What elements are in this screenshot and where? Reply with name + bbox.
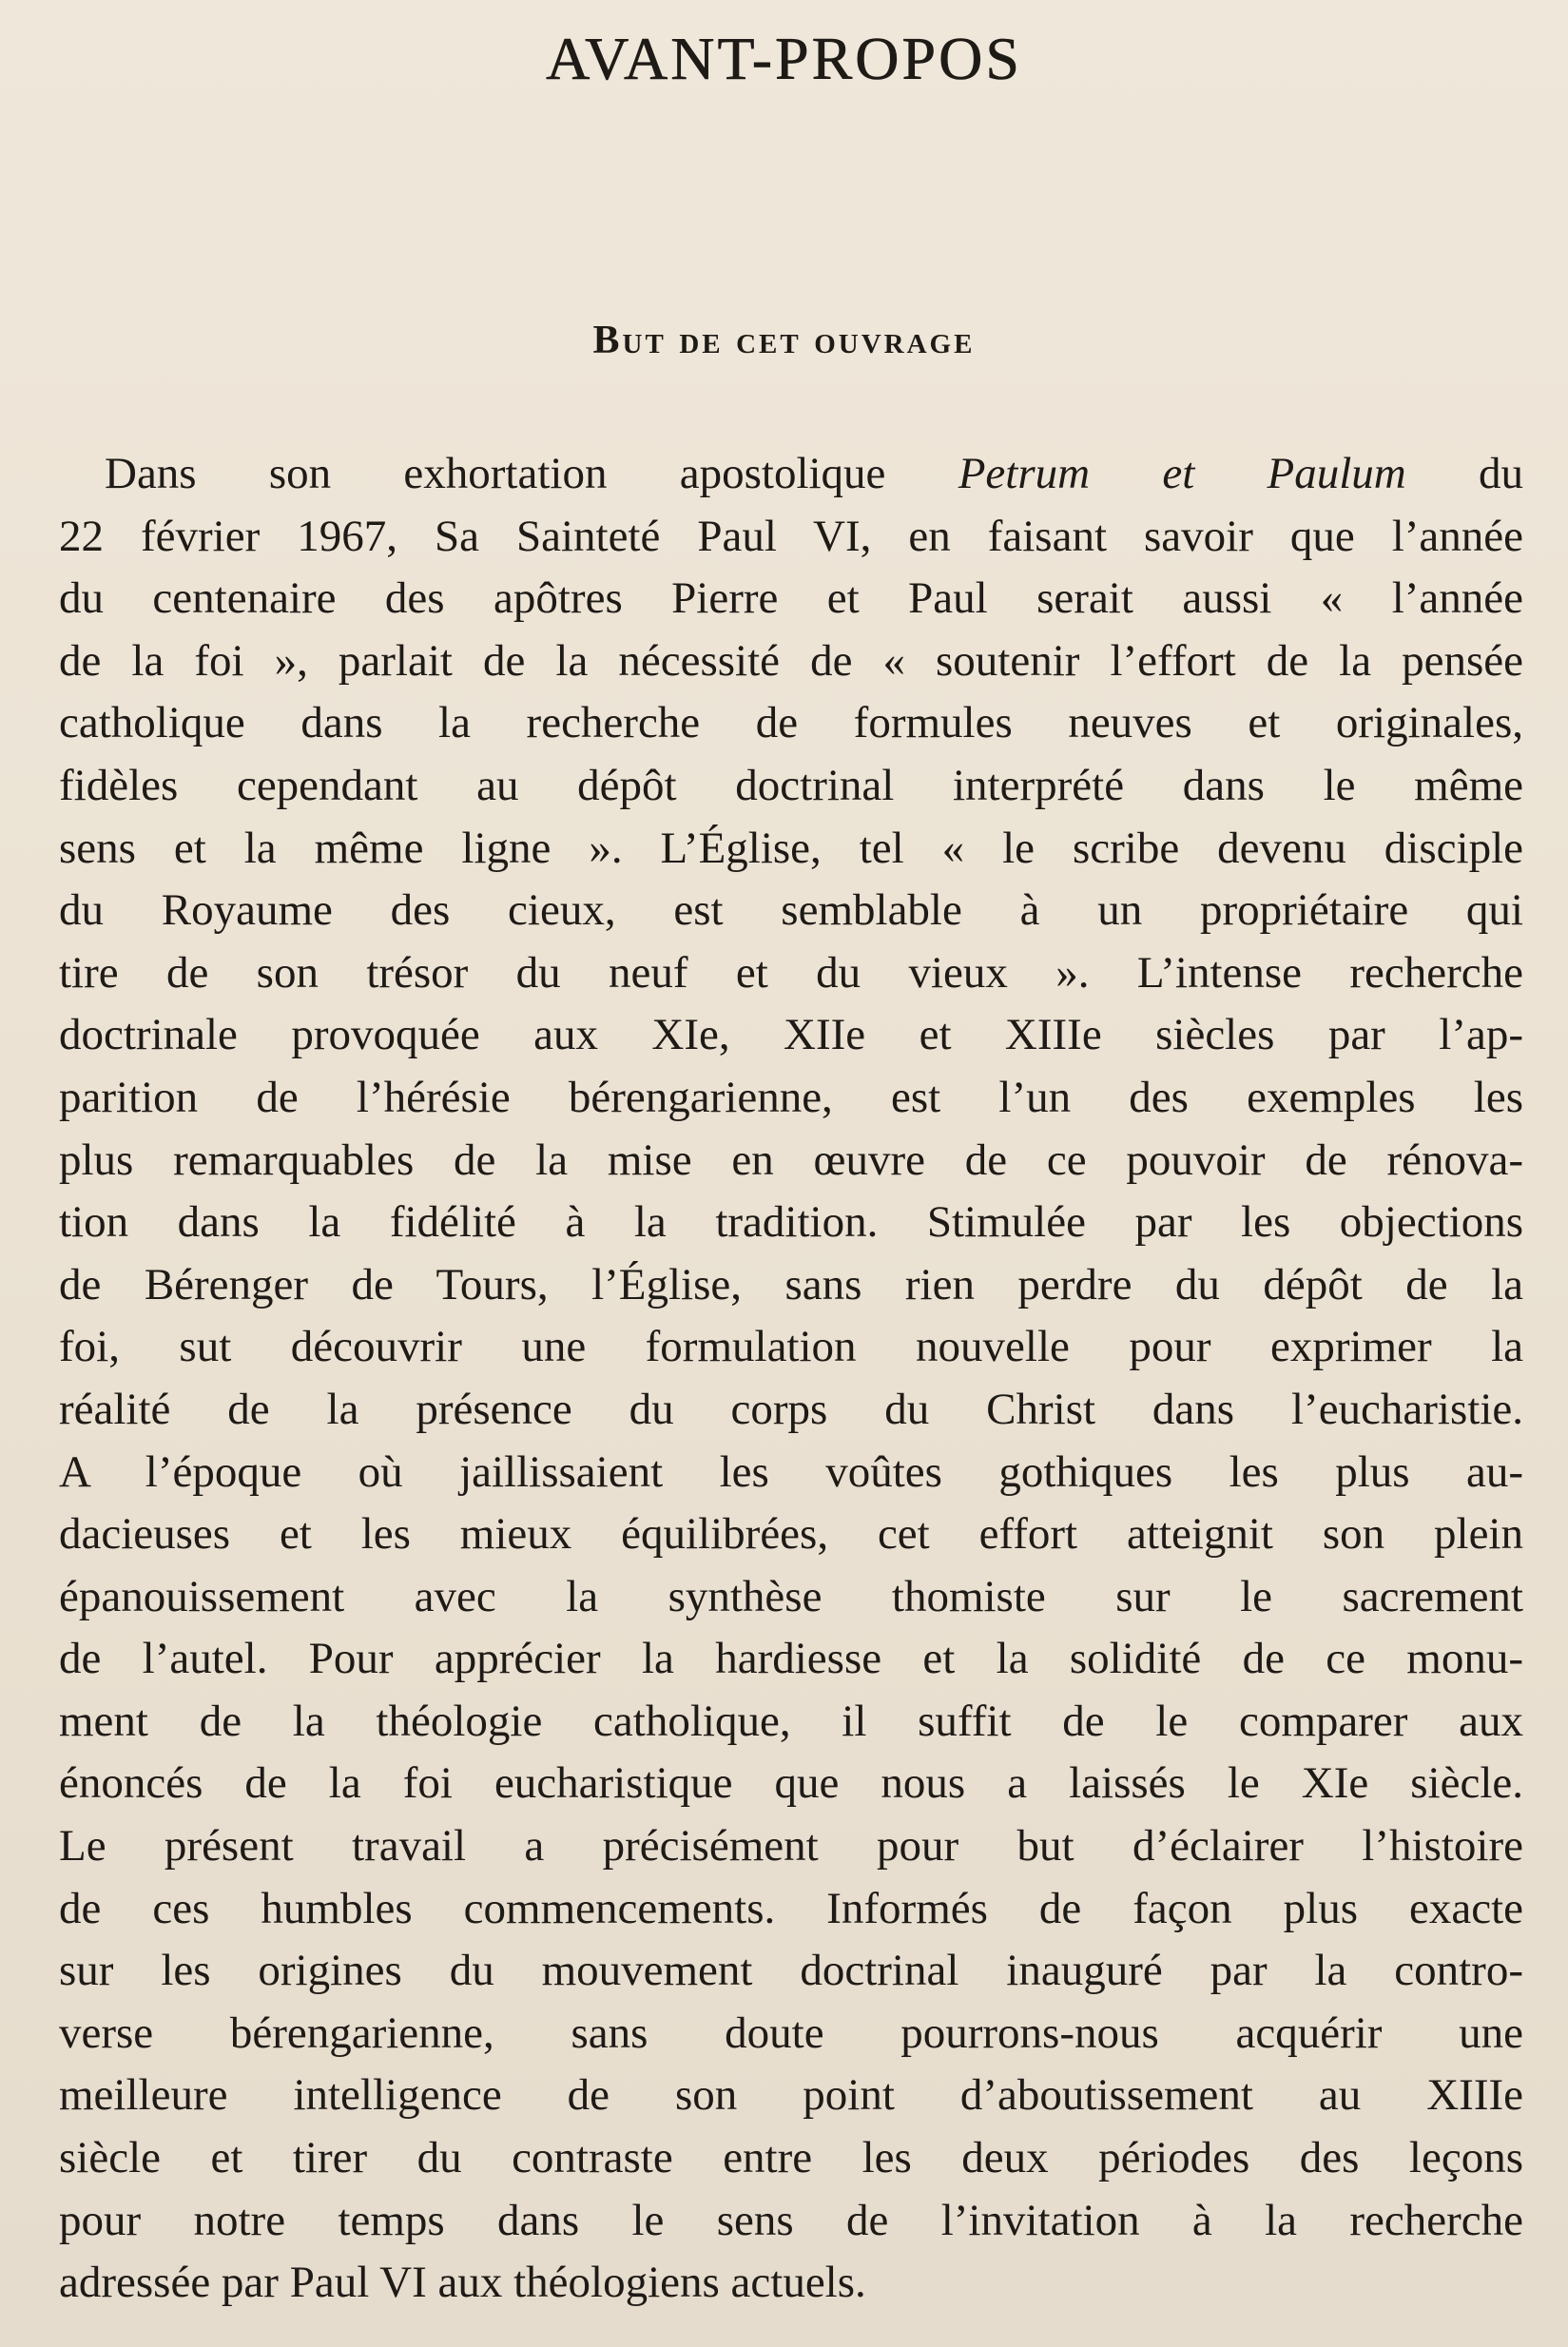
paragraph-line: tire de son trésor du neuf et du vieux ». L’intense recherche: [59, 947, 1523, 998]
paragraph-line: tion dans la fidélité à la tradition. Stimulée par les objections: [59, 1197, 1523, 1248]
paragraph-line: foi, sut découvrir une formulation nouvelle pour exprimer la: [59, 1322, 1523, 1372]
paragraph-line: épanouissement avec la synthèse thomiste sur le sacrement: [59, 1571, 1523, 1621]
paragraph-line: du Royaume des cieux, est semblable à un propriétaire qui: [59, 885, 1523, 936]
paragraph-line: réalité de la présence du corps du Christ dans l’eucharistie.: [59, 1384, 1523, 1434]
paragraph-line: de la foi », parlait de la nécessité de « soutenir l’effort de la pensée: [59, 635, 1523, 686]
section-title: But de cet ouvrage: [592, 319, 976, 362]
paragraph-line: Dans son exhortation apostolique Petrum et Paulum du: [105, 449, 1524, 498]
paragraph-line: doctrinale provoquée aux XIe, XIIe et XIIIe siècles par l’ap-: [59, 1010, 1523, 1060]
paragraph-line: verse bérengarienne, sans doute pourrons-nous acquérir une: [59, 2008, 1523, 2058]
paragraph-line: énoncés de la foi eucharistique que nous a laissés le XIe siècle.: [59, 1758, 1523, 1809]
paragraph-line: pour notre temps dans le sens de l’invitation à la recherche: [59, 2195, 1523, 2245]
paragraph-line: meilleure intelligence de son point d’aboutissement au XIIIe: [59, 2070, 1523, 2121]
paragraph-line: plus remarquables de la mise en œuvre de ce pouvoir de rénova-: [59, 1135, 1523, 1185]
paragraph-line: 22 février 1967, Sa Sainteté Paul VI, en faisant savoir que l’année: [59, 511, 1523, 561]
paragraph-line: de ces humbles commencements. Informés de façon plus exacte: [59, 1883, 1523, 1933]
paragraph-line: Le présent travail a précisément pour but d’éclairer l’histoire: [59, 1821, 1523, 1872]
body-paragraph: [59, 443, 1523, 2315]
paragraph-line: siècle et tirer du contraste entre les deux périodes des leçons: [59, 2133, 1523, 2183]
paragraph-line: catholique dans la recherche de formules neuves et originales,: [59, 698, 1523, 748]
paragraph-line: A l’époque où jaillissaient les voûtes gothiques les plus au-: [59, 1446, 1523, 1497]
paragraph-line: adressée par Paul VI aux théologiens actuels.: [59, 2258, 866, 2308]
paragraph-line: de l’autel. Pour apprécier la hardiesse et la solidité de ce monu-: [59, 1634, 1523, 1684]
paragraph-line: du centenaire des apôtres Pierre et Paul serait aussi « l’année: [59, 573, 1523, 624]
paragraph-line: sens et la même ligne ». L’Église, tel « le scribe devenu disciple: [59, 823, 1523, 873]
paragraph-line: de Bérenger de Tours, l’Église, sans rien perdre du dépôt de la: [59, 1259, 1523, 1309]
paragraph-line: parition de l’hérésie bérengarienne, est l’un des exemples les: [59, 1072, 1523, 1122]
paragraph-line: dacieuses et les mieux équilibrées, cet effort atteignit son plein: [59, 1509, 1523, 1560]
paragraph-line: fidèles cependant au dépôt doctrinal interprété dans le même: [59, 760, 1523, 810]
italic-title: Petrum et Paulum: [958, 449, 1406, 498]
paragraph-line: sur les origines du mouvement doctrinal inauguré par la contro-: [59, 1946, 1523, 1996]
page-title: AVANT-PROPOS: [546, 25, 1022, 92]
paragraph-line: ment de la théologie catholique, il suffit de le comparer aux: [59, 1696, 1523, 1746]
